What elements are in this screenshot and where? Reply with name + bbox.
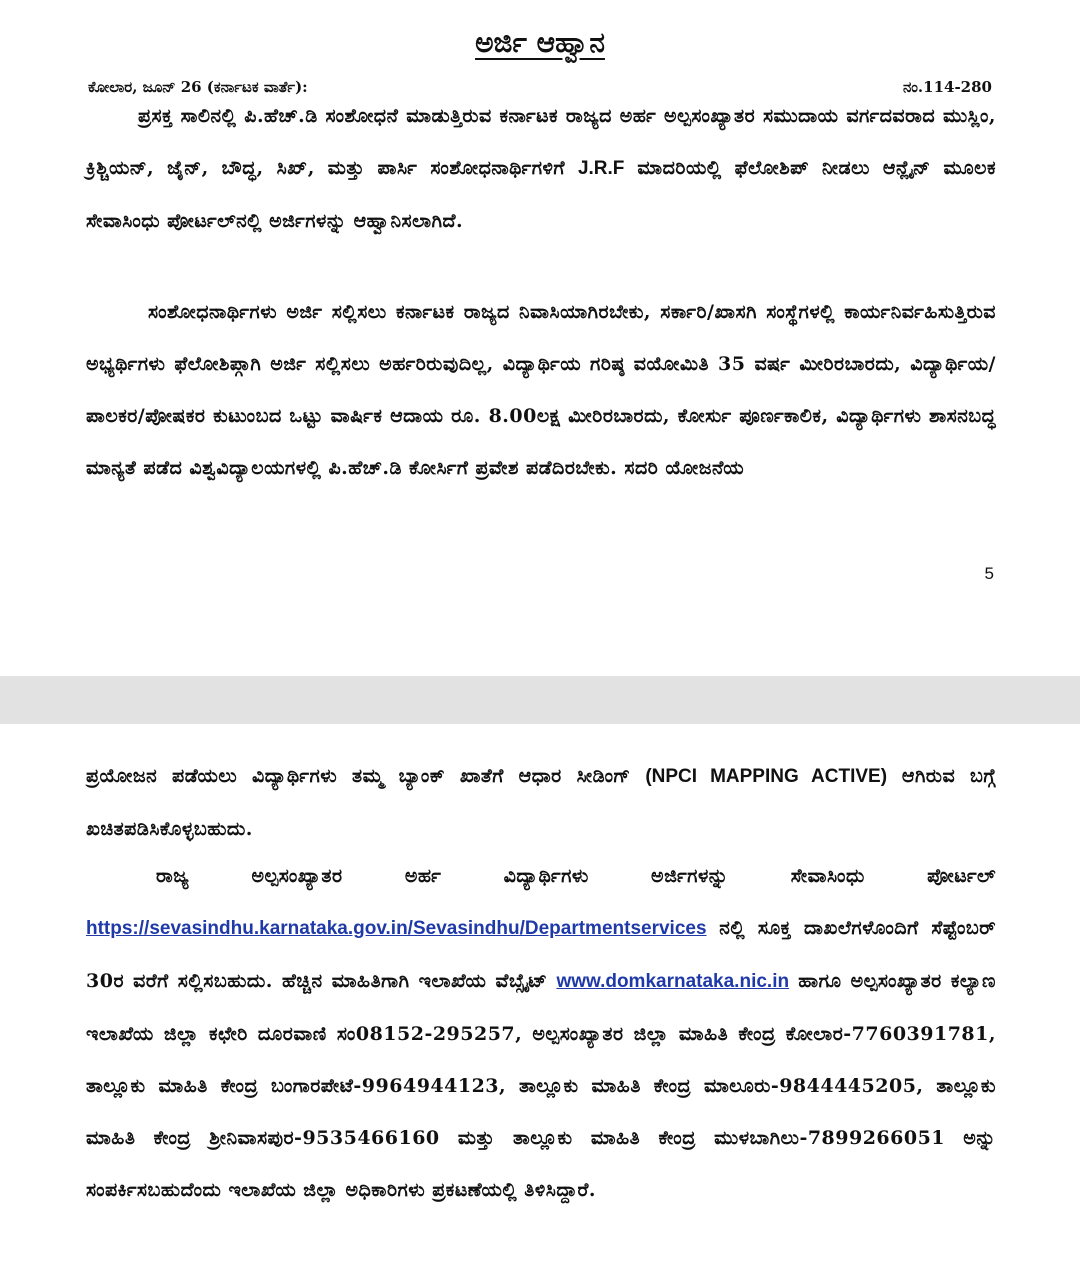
jrf-label: J.R.F [577,158,625,179]
paragraph-eligibility-criteria: ಸಂಶೋಧನಾರ್ಥಿಗಳು ಅರ್ಜಿ ಸಲ್ಲಿಸಲು ಕರ್ನಾಟಕ ರಾಜ್ಯದ ನಿವಾಸಿಯಾಗಿರಬೇಕು, ಸರ್ಕಾರಿ/ಖಾಸಗಿ ಸಂಸ್ಥೆಗಳಲ್ಲಿ ಕಾರ್ಯನಿರ್ವಹಿಸುತ್ತಿರುವ ಅಭ್ಯರ್ಥಿಗಳು ಫೆಲೋಶಿಪ್ಗಾಗಿ ಅರ್ಜಿ ಸಲ್ಲಿಸಲು ಅರ್ಹರಿರುವುದಿಲ್ಲ, ವಿದ್ಯಾರ್ಥಿಯ ಗರಿಷ್ಠ ವಯೋಮಿತಿ 35 ವರ್ಷ ಮೀರಿರಬಾರದು, ವಿದ್ಯಾರ್ಥಿಯ/ಪಾಲಕರ/ಪೋಷಕರ ಕುಟುಂಬದ ಒಟ್ಟು ವಾರ್ಷಿಕ ಆದಾಯ ರೂ. 8.00ಲಕ್ಷ ಮೀರಿರಬಾರದು, ಕೋರ್ಸು ಪೂರ್ಣಕಾಲಿಕ, ವಿದ್ಯಾರ್ಥಿಗಳು ಶಾಸನಬದ್ಧ ಮಾನ್ಯತೆ ಪಡೆದ ವಿಶ್ವವಿದ್ಯಾಲಯಗಳಲ್ಲಿ ಪಿ.ಹೆಚ್.ಡಿ ಕೋರ್ಸಿಗೆ ಪ್ರವೇಶ ಪಡೆದಿರಬೇಕು. ಸದರಿ ಯೋಜನೆಯ [86,301,996,479]
paragraph-text: ರಾಜ್ಯ ಅಲ್ಪಸಂಖ್ಯಾತರ ಅರ್ಹ ವಿದ್ಯಾರ್ಥಿಗಳು ಅರ್ಜಿಗಳನ್ನು ಸೇವಾಸಿಂಧು ಪೋರ್ಟಲ್ [156,865,996,887]
reference-number: ನಂ.114-280 [902,78,992,96]
dom-website-link[interactable]: www.domkarnataka.nic.in [556,971,790,992]
page-number: 5 [984,564,994,583]
notice-title: ಅರ್ಜಿ ಆಹ್ವಾನ [475,26,605,59]
paragraph-text: ನಲ್ಲಿ ಸೂಕ್ತ ದಾಖಲೆಗಳೊಂದಿಗೆ ಸೆಪ್ಟೆಂಬರ್ 30ರ ವರೆಗೆ ಸಲ್ಲಿಸಬಹುದು. ಹೆಚ್ಚಿನ ಮಾಹಿತಿಗಾಗಿ ಇಲಾಖೆಯ ವೆಬ್ಸೈಟ್ [86,917,996,992]
paragraph-text: ಹಾಗೂ ಅಲ್ಪಸಂಖ್ಯಾತರ ಕಲ್ಯಾಣ ಇಲಾಖೆಯ ಜಿಲ್ಲಾ ಕಛೇರಿ ದೂರವಾಣಿ ಸಂ08152-295257, ಅಲ್ಪಸಂಖ್ಯಾತರ ಜಿಲ್ಲಾ ಮಾಹಿತಿ ಕೇಂದ್ರ ಕೋಲಾರ-7760391781, ತಾಲ್ಲೂಕು ಮಾಹಿತಿ ಕೇಂದ್ರ ಬಂಗಾರಪೇಟೆ-9964944123, ತಾಲ್ಲೂಕು ಮಾಹಿತಿ ಕೇಂದ್ರ ಮಾಲೂರು-9844445205, ತಾಲ್ಲೂಕು ಮಾಹಿತಿ ಕೇಂದ್ರ ಶ್ರೀನಿವಾಸಪುರ-9535466160 ಮತ್ತು ತಾಲ್ಲೂಕು ಮಾಹಿತಿ ಕೇಂದ್ರ ಮುಳಬಾಗಿಲು-7899266051 ಅನ್ನು ಸಂಪರ್ಕಿಸಬಹುದೆಂದು ಇಲಾಖೆಯ ಜಿಲ್ಲಾ ಅಧಿಕಾರಿಗಳು ಪ್ರಕಟಣೆಯಲ್ಲಿ ತಿಳಿಸಿದ್ದಾರೆ. [86,970,996,1201]
document-page-2 [0,724,1080,1274]
paragraph-text: ಆಗಿರುವ ಬಗ್ಗೆ ಖಚಿತಪಡಿಸಿಕೊಳ್ಳಬಹುದು. [86,765,996,840]
paragraph-aadhaar-seeding [86,750,996,855]
paragraph-text: ಪ್ರಯೋಜನ ಪಡೆಯಲು ವಿದ್ಯಾರ್ಥಿಗಳು ತಮ್ಮ ಬ್ಯಾಂಕ್ ಖಾತೆಗೆ ಆಧಾರ ಸೀಡಿಂಗ್ [86,765,646,787]
sevasindhu-link[interactable]: https://sevasindhu.karnataka.gov.in/Sevasindhu/Departmentservices [86,918,707,939]
paragraph-application-contacts [86,850,996,1216]
paragraph-text: ಮಾದರಿಯಲ್ಲಿ ಫೆಲೋಶಿಪ್ ನೀಡಲು ಆನ್ಲೈನ್ ಮೂಲಕ ಸೇವಾಸಿಂಧು ಪೋರ್ಟಲ್‌ನಲ್ಲಿ ಅರ್ಜಿಗಳನ್ನು ಆಹ್ವಾನಿಸಲಾಗಿದೆ. [86,157,996,232]
page-separator [0,676,1080,724]
paragraph-eligibility-intro [86,90,996,247]
dateline: ಕೋಲಾರ, ಜೂನ್ 26 (ಕರ್ನಾಟಕ ವಾರ್ತೆ): [88,78,308,96]
paragraph-text: ಪ್ರಸಕ್ತ ಸಾಲಿನಲ್ಲಿ ಪಿ.ಹೆಚ್.ಡಿ ಸಂಶೋಧನೆ ಮಾಡುತ್ತಿರುವ ಕರ್ನಾಟಕ ರಾಜ್ಯದ ಅರ್ಹ ಅಲ್ಪಸಂಖ್ಯಾತರ ಸಮುದಾಯ ವರ್ಗದವರಾದ ಮುಸ್ಲಿಂ, ಕ್ರಿಶ್ಚಿಯನ್, ಜೈನ್, ಬೌದ್ಧ, ಸಿಖ್, ಮತ್ತು ಪಾರ್ಸಿ ಸಂಶೋಧನಾರ್ಥಿಗಳಿಗೆ [86,105,996,179]
npci-label: (NPCI MAPPING ACTIVE) [645,766,888,787]
